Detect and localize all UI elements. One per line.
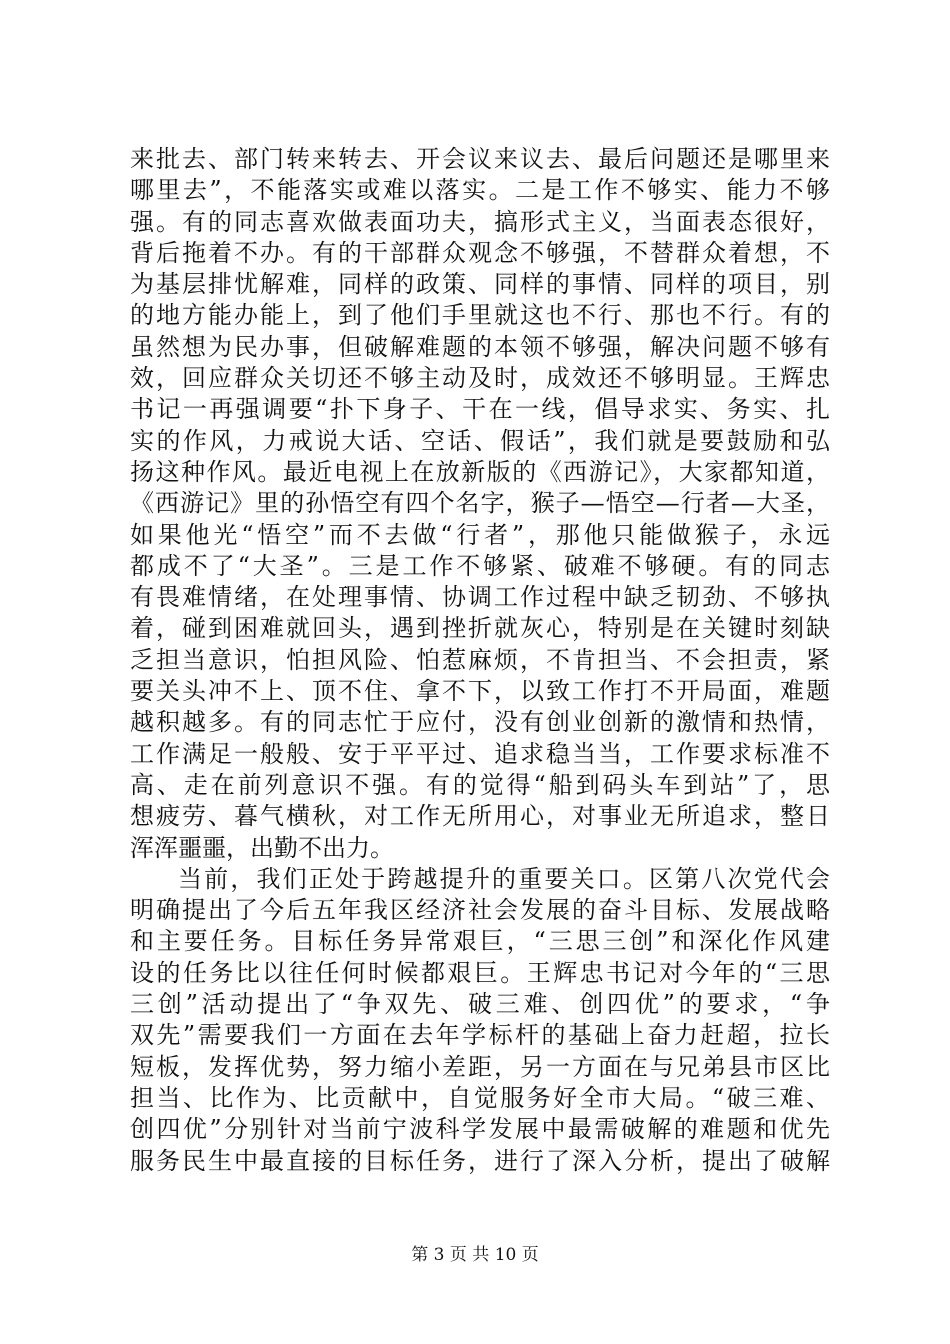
text-line: 虽然想为民办事，但破解难题的本领不够强，解决问题不够有 <box>130 332 830 361</box>
text-line: 都成不了“大圣”。三是工作不够紧、破难不够硬。有的同志 <box>130 551 830 580</box>
text-line: 想疲劳、暮气横秋，对工作无所用心，对事业无所追求，整日 <box>130 802 830 831</box>
text-line: 越积越多。有的同志忙于应付，没有创业创新的激情和热情， <box>130 708 830 737</box>
text-line: 实的作风，力戒说大话、空话、假话”，我们就是要鼓励和弘 <box>130 426 830 455</box>
text-line: 服务民生中最直接的目标任务，进行了深入分析，提出了破解 <box>130 1146 830 1175</box>
text-line: 的地方能办能上，到了他们手里就这也不行、那也不行。有的 <box>130 301 830 330</box>
paragraph-end-line: 浑浑噩噩，出勤不出力。 <box>130 833 394 862</box>
text-line: 为基层排忧解难，同样的政策、同样的事情、同样的项目，别 <box>130 270 830 299</box>
text-line: 和主要任务。目标任务异常艰巨，“三思三创”和深化作风建 <box>130 927 830 956</box>
text-line: 设的任务比以往任何时候都艰巨。王辉忠书记对今年的“三思 <box>130 958 830 987</box>
text-line: 扬这种作风。最近电视上在放新版的《西游记》，大家都知道， <box>130 457 830 486</box>
text-line: 高、走在前列意识不强。有的觉得“船到码头车到站”了，思 <box>130 770 830 799</box>
text-line: 《西游记》里的孙悟空有四个名字，猴子—悟空—行者—大圣， <box>130 489 830 518</box>
text-line: 三创”活动提出了“争双先、破三难、创四优”的要求，“争 <box>130 990 830 1019</box>
text-line: 如果他光“悟空”而不去做“行者”，那他只能做猴子，永远 <box>130 520 830 549</box>
body-text <box>130 144 830 1177</box>
text-line: 双先”需要我们一方面在去年学标杆的基础上奋力赶超，拉长 <box>130 1021 830 1050</box>
text-line: 创四优”分别针对当前宁波科学发展中最需破解的难题和优先 <box>130 1115 830 1144</box>
text-line: 书记一再强调要“扑下身子、干在一线，倡导求实、务实、扎 <box>130 395 830 424</box>
text-line: 明确提出了今后五年我区经济社会发展的奋斗目标、发展战略 <box>130 896 830 925</box>
page-number-footer: 第 3 页 共 10 页 <box>411 1245 539 1265</box>
text-line: 强。有的同志喜欢做表面功夫，搞形式主义，当面表态很好， <box>130 207 830 236</box>
text-line: 哪里去”，不能落实或难以落实。二是工作不够实、能力不够 <box>130 176 830 205</box>
text-line: 来批去、部门转来转去、开会议来议去、最后问题还是哪里来 <box>130 145 830 173</box>
text-line: 担当、比作为、比贡献中，自觉服务好全市大局。“破三难、 <box>130 1083 830 1112</box>
text-line: 有畏难情绪，在处理事情、协调工作过程中缺乏韧劲、不够执 <box>130 583 830 612</box>
text-line: 工作满足一般般、安于平平过、追求稳当当，工作要求标准不 <box>130 739 830 768</box>
text-line: 要关头冲不上、顶不住、拿不下，以致工作打不开局面，难题 <box>130 677 830 706</box>
text-line: 乏担当意识，怕担风险、怕惹麻烦，不肯担当、不会担责，紧 <box>130 645 830 674</box>
text-line: 背后拖着不办。有的干部群众观念不够强，不替群众着想，不 <box>130 238 830 267</box>
paragraph-first-line: 当前，我们正处于跨越提升的重要关口。区第八次党代会 <box>178 864 830 893</box>
text-line: 短板，发挥优势，努力缩小差距，另一方面在与兄弟县市区比 <box>130 1052 830 1081</box>
text-line: 效，回应群众关切还不够主动及时，成效还不够明显。王辉忠 <box>130 364 830 393</box>
text-line: 着，碰到困难就回头，遇到挫折就灰心，特别是在关键时刻缺 <box>130 614 830 643</box>
